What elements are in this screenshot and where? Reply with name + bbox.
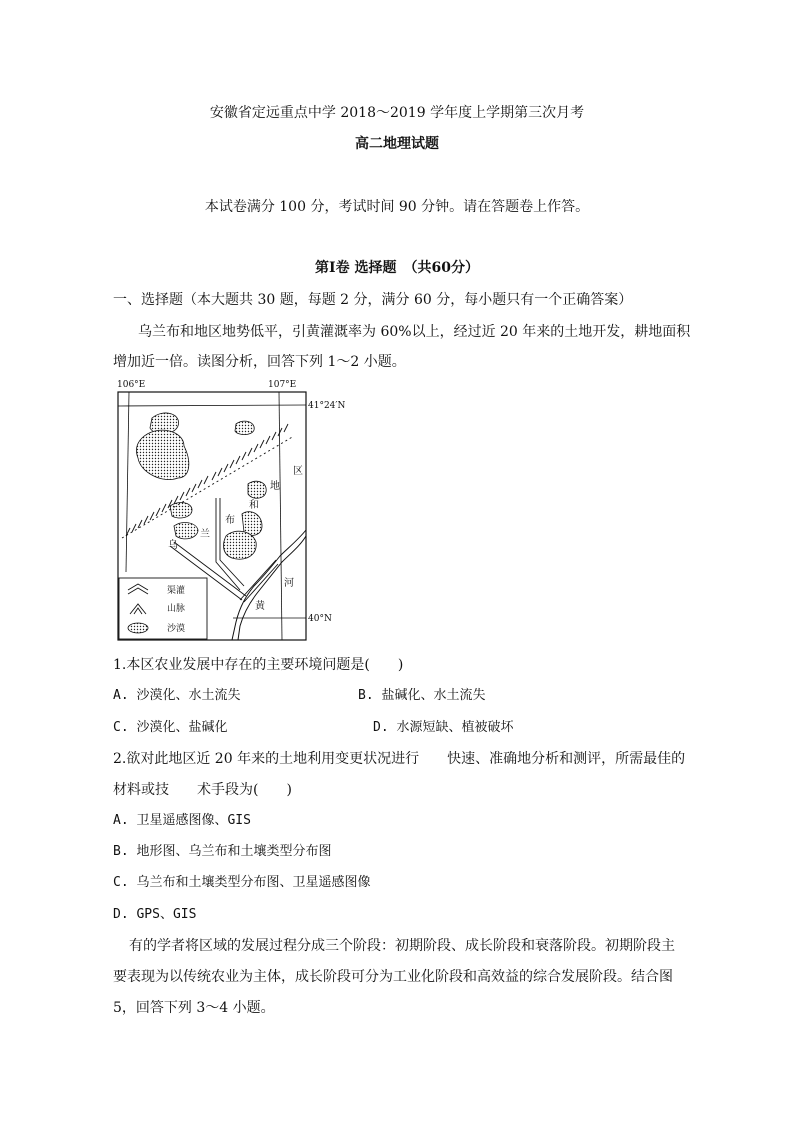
passage2-line1: 有的学者将区域的发展过程分成三个阶段：初期阶段、成长阶段和衰落阶段。初期阶段主 [129, 938, 675, 954]
lat-top-label: 41°24′N [308, 401, 346, 411]
river-char: 黄 [255, 601, 265, 612]
wulanbuhe-map [112, 376, 346, 642]
desert-patch [136, 430, 188, 479]
region-char: 乌 [168, 540, 178, 551]
meridian-106 [126, 392, 129, 572]
passage2-line2: 要表现为以传统农业为主体，成长阶段可分为工业化阶段和高效益的综合发展阶段。结合图 [113, 969, 673, 985]
river-char: 河 [284, 578, 294, 589]
region-char: 兰 [200, 529, 210, 540]
passage1-line2: 增加近一倍。读图分析，回答下列 1～2 小题。 [113, 354, 406, 370]
subject-title: 高二地理试题 [355, 136, 439, 152]
desert-patch [248, 481, 266, 498]
desert-patch [224, 531, 257, 559]
question-2-stem-line2: 材料或技 术手段为( ) [113, 782, 292, 798]
question-1-option-a: A. 沙漠化、水土流失 [113, 688, 241, 703]
section-intro: 一、选择题（本大题共 30 题，每题 2 分，满分 60 分，每小题只有一个正确答案） [113, 292, 633, 308]
desert-patch [174, 523, 198, 539]
exam-instructions: 本试卷满分 100 分，考试时间 90 分钟。请在答题卷上作答。 [204, 199, 590, 215]
question-2-option-c: C. 乌兰布和土壤类型分布图、卫星遥感图像 [113, 875, 371, 890]
lat-bottom-label: 40°N [308, 614, 332, 624]
region-char: 区 [293, 466, 303, 477]
map-legend [119, 578, 207, 639]
legend-mountain-label: 山脉 [167, 604, 186, 614]
lon-left-label: 106°E [117, 380, 146, 390]
parallel-41-24 [118, 405, 306, 406]
legend-desert-label: 沙漠 [167, 624, 186, 634]
question-2-stem-line1: 2.欲对此地区近 20 年来的土地利用变更状况进行 快速、准确地分析和测评，所需最佳的 [113, 751, 686, 767]
region-char: 布 [225, 515, 235, 526]
question-1-stem: 1.本区农业发展中存在的主要环境问题是( ) [113, 657, 404, 673]
desert-legend-icon [128, 623, 148, 633]
section-title: 第Ⅰ卷 选择题 （共60分） [315, 260, 479, 276]
passage2-line3: 5，回答下列 3～4 小题。 [113, 1000, 275, 1016]
legend-canal-label: 渠灌 [167, 586, 186, 596]
desert-patch [170, 503, 192, 518]
region-char: 地 [270, 481, 280, 492]
question-2-option-d: D. GPS、GIS [113, 907, 197, 922]
question-2-option-a: A. 卫星遥感图像、GIS [113, 813, 251, 828]
region-char: 和 [249, 500, 259, 511]
school-exam-line: 安徽省定远重点中学 2018～2019 学年度上学期第三次月考 [209, 105, 585, 121]
desert-patch [235, 421, 254, 435]
question-1-option-c: C. 沙漠化、盐碱化 [113, 720, 228, 735]
question-2-option-b: B. 地形图、乌兰布和土壤类型分布图 [113, 844, 332, 859]
question-1-option-d: D. 水源短缺、植被破坏 [373, 720, 514, 735]
question-1-option-b: B. 盐碱化、水土流失 [358, 688, 486, 703]
passage1-line1: 乌兰布和地区地势低平，引黄灌溉率为 60%以上，经过近 20 年来的土地开发，耕地面积 [138, 324, 691, 340]
lon-right-label: 107°E [268, 380, 297, 390]
